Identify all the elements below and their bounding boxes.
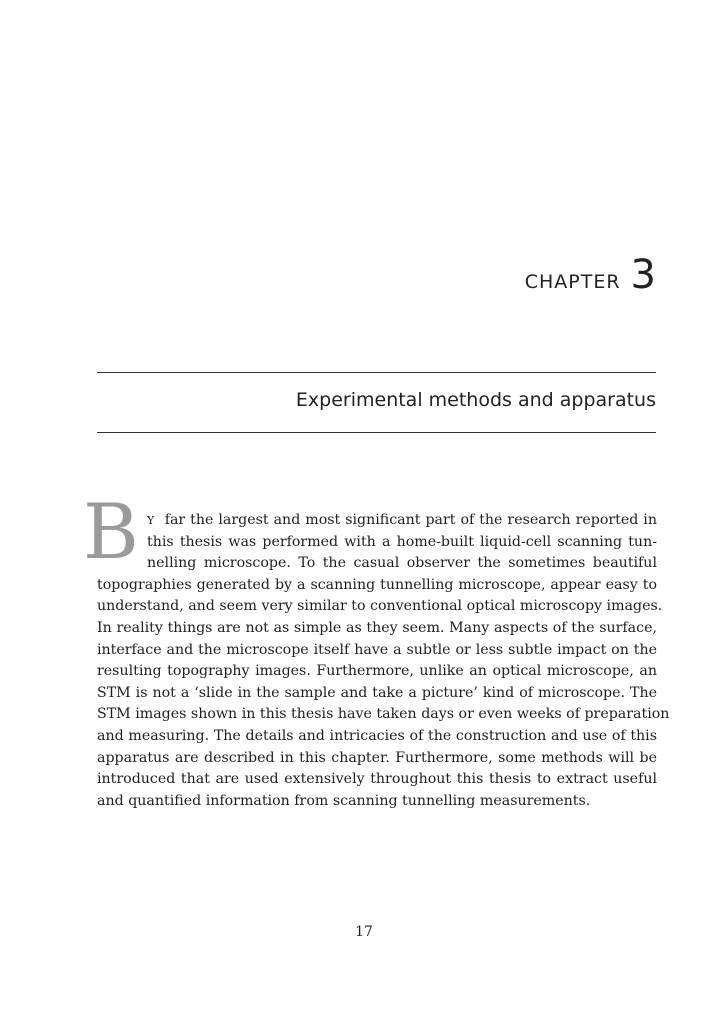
paragraph-line: Y far the largest and most significant part of the research reported in — [147, 512, 657, 528]
chapter-title: Experimental methods and apparatus — [295, 389, 656, 411]
title-rule-top — [97, 372, 656, 373]
title-rule-bottom — [97, 432, 656, 433]
chapter-label: CHAPTER — [524, 271, 621, 293]
paragraph-line: STM images shown in this thesis have taken days or even weeks of preparation — [97, 706, 670, 723]
chapter-heading — [525, 252, 656, 298]
paragraph-line: nelling microscope. To the casual observer the sometimes beautiful — [147, 555, 657, 572]
paragraph-line: apparatus are described in this chapter. Furthermore, some methods will be — [97, 749, 657, 766]
paragraph-line: STM is not a ‘slide in the sample and take a picture’ kind of microscope. The — [97, 684, 657, 701]
paragraph-line: this thesis was performed with a home-built liquid-cell scanning tun- — [147, 533, 657, 550]
paragraph-line: introduced that are used extensively throughout this thesis to extract useful — [97, 771, 657, 788]
page-number: 17 — [355, 924, 373, 940]
paragraph-line: and quantified information from scanning tunnelling measurements. — [97, 792, 591, 809]
paragraph-line: understand, and seem very similar to conventional optical microscopy images. — [97, 598, 663, 615]
paragraph-line: interface and the microscope itself have a subtle or less subtle impact on the — [97, 641, 657, 658]
paragraph-line: and measuring. The details and intricacies of the construction and use of this — [97, 727, 657, 744]
paragraph-line: In reality things are not as simple as they seem. Many aspects of the surface, — [97, 619, 657, 636]
intro-paragraph — [97, 510, 670, 812]
dropcap-letter: B — [83, 487, 139, 576]
paragraph-line: resulting topography images. Furthermore, unlike an optical microscope, an — [97, 663, 657, 680]
chapter-number: 3 — [630, 252, 656, 298]
first-word-rest: Y — [147, 514, 155, 527]
paragraph-line: topographies generated by a scanning tunnelling microscope, appear easy to — [97, 576, 657, 593]
